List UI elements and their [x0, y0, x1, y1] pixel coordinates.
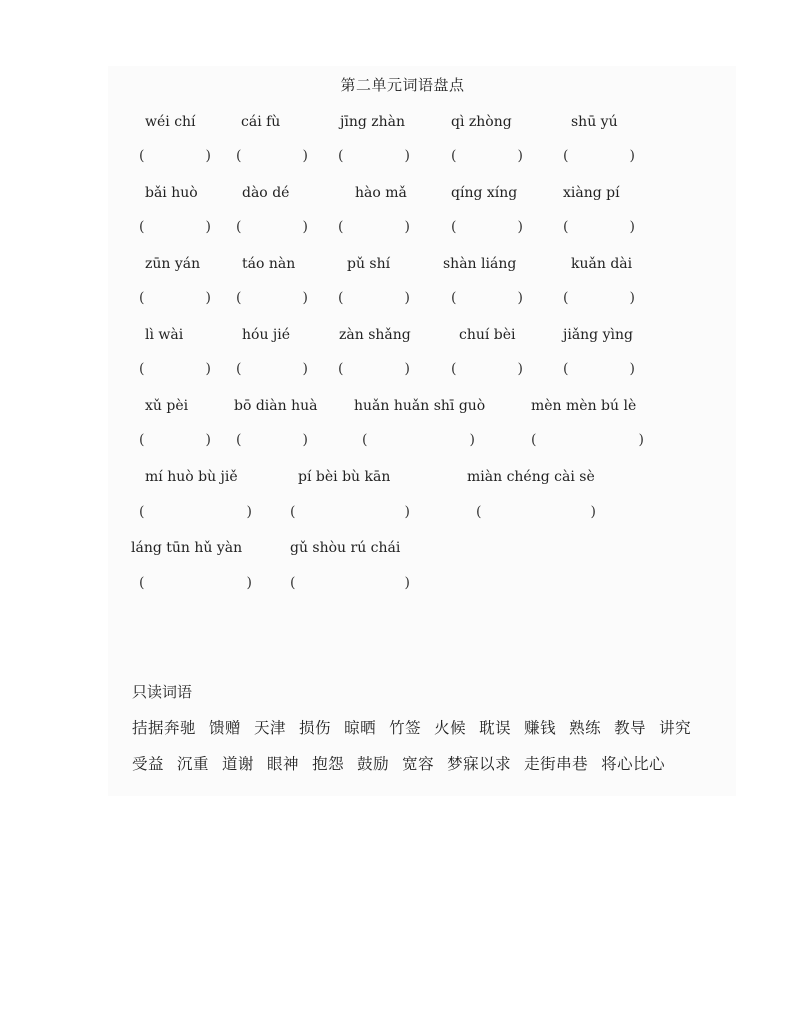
word: 熟练: [569, 719, 602, 737]
word: 走街串巷: [524, 755, 589, 773]
open-paren: (: [338, 148, 344, 164]
open-paren: (: [451, 290, 457, 306]
word: 沉重: [177, 755, 210, 773]
pinyin-word: mèn mèn bú lè: [531, 398, 637, 414]
pinyin-word: xǔ pèi: [145, 398, 189, 414]
pinyin-word: kuǎn dài: [571, 256, 633, 272]
pinyin-word: chuí bèi: [459, 327, 516, 343]
pinyin-word: jīng zhàn: [340, 114, 406, 130]
answer-blank[interactable]: [139, 218, 211, 236]
open-paren: (: [139, 432, 145, 448]
word: 教导: [614, 719, 647, 737]
open-paren: (: [563, 361, 569, 377]
open-paren: (: [236, 432, 242, 448]
open-paren: (: [338, 219, 344, 235]
page-title: 第二单元词语盘点: [340, 76, 465, 94]
close-paren: ): [205, 219, 211, 235]
pinyin-word: qì zhòng: [451, 114, 512, 130]
open-paren: (: [236, 148, 242, 164]
open-paren: (: [290, 504, 296, 520]
answer-blank[interactable]: [531, 431, 644, 449]
close-paren: ): [469, 432, 475, 448]
pinyin-word: huǎn huǎn shī guò: [354, 398, 486, 414]
answer-blank[interactable]: [236, 147, 308, 165]
word: 损伤: [299, 719, 332, 737]
pinyin-word: bō diàn huà: [234, 398, 318, 414]
answer-blank[interactable]: [236, 431, 308, 449]
answer-blank[interactable]: [139, 503, 252, 521]
close-paren: ): [404, 219, 410, 235]
close-paren: ): [302, 148, 308, 164]
answer-blank[interactable]: [563, 218, 635, 236]
answer-blank[interactable]: [362, 431, 475, 449]
pinyin-word: bǎi huò: [145, 185, 198, 201]
close-paren: ): [517, 148, 523, 164]
word: 鼓励: [357, 755, 390, 773]
close-paren: ): [246, 504, 252, 520]
answer-blank[interactable]: [451, 289, 523, 307]
close-paren: ): [629, 219, 635, 235]
close-paren: ): [404, 148, 410, 164]
close-paren: ): [590, 504, 596, 520]
pinyin-word: láng tūn hǔ yàn: [131, 540, 243, 556]
close-paren: ): [404, 575, 410, 591]
open-paren: (: [236, 219, 242, 235]
word: 赚钱: [524, 719, 557, 737]
answer-blank[interactable]: [476, 503, 596, 521]
close-paren: ): [629, 361, 635, 377]
open-paren: (: [338, 290, 344, 306]
pinyin-word: gǔ shòu rú chái: [290, 540, 401, 556]
pinyin-word: lì wài: [145, 327, 184, 343]
word: 晾晒: [344, 719, 377, 737]
read-only-word-line-2: [132, 752, 665, 774]
pinyin-word: shū yú: [571, 114, 618, 130]
close-paren: ): [629, 148, 635, 164]
pinyin-word: zūn yán: [145, 256, 201, 272]
answer-blank[interactable]: [139, 574, 252, 592]
close-paren: ): [404, 290, 410, 306]
close-paren: ): [638, 432, 644, 448]
read-only-heading: 只读词语: [132, 683, 193, 701]
word: 梦寐以求: [447, 755, 512, 773]
pinyin-word: dào dé: [242, 185, 290, 201]
open-paren: (: [139, 219, 145, 235]
open-paren: (: [451, 148, 457, 164]
close-paren: ): [629, 290, 635, 306]
word: 眼神: [267, 755, 300, 773]
open-paren: (: [451, 361, 457, 377]
close-paren: ): [517, 361, 523, 377]
pinyin-word: zàn shǎng: [339, 327, 411, 343]
open-paren: (: [139, 290, 145, 306]
word: 耽误: [479, 719, 512, 737]
close-paren: ): [302, 219, 308, 235]
open-paren: (: [139, 504, 145, 520]
pinyin-word: hóu jié: [242, 327, 291, 343]
pinyin-word: mí huò bù jiě: [145, 469, 238, 485]
open-paren: (: [451, 219, 457, 235]
pinyin-word: pí bèi bù kān: [298, 469, 391, 485]
answer-blank[interactable]: [338, 218, 410, 236]
answer-blank[interactable]: [338, 147, 410, 165]
close-paren: ): [205, 148, 211, 164]
pinyin-word: pǔ shí: [347, 256, 391, 272]
close-paren: ): [517, 290, 523, 306]
answer-blank[interactable]: [139, 431, 211, 449]
read-only-word-line-1: [132, 716, 691, 738]
answer-blank[interactable]: [451, 360, 523, 378]
open-paren: (: [139, 148, 145, 164]
open-paren: (: [476, 504, 482, 520]
answer-blank[interactable]: [563, 360, 635, 378]
close-paren: ): [302, 290, 308, 306]
open-paren: (: [236, 290, 242, 306]
pinyin-word: cái fù: [241, 114, 281, 130]
open-paren: (: [362, 432, 368, 448]
pinyin-word: xiàng pí: [563, 185, 620, 201]
answer-blank[interactable]: [139, 147, 211, 165]
word: 拮据奔驰: [132, 719, 197, 737]
word: 将心比心: [601, 755, 666, 773]
answer-blank[interactable]: [139, 360, 211, 378]
close-paren: ): [205, 290, 211, 306]
pinyin-word: jiǎng yìng: [563, 327, 633, 343]
word: 抱怨: [312, 755, 345, 773]
word: 天津: [254, 719, 287, 737]
pinyin-word: wéi chí: [145, 114, 196, 130]
open-paren: (: [236, 361, 242, 377]
close-paren: ): [517, 219, 523, 235]
close-paren: ): [302, 432, 308, 448]
close-paren: ): [205, 432, 211, 448]
open-paren: (: [563, 219, 569, 235]
answer-blank[interactable]: [139, 289, 211, 307]
word: 宽容: [402, 755, 435, 773]
close-paren: ): [404, 361, 410, 377]
answer-blank[interactable]: [451, 147, 523, 165]
open-paren: (: [531, 432, 537, 448]
pinyin-word: miàn chéng cài sè: [467, 469, 595, 485]
close-paren: ): [302, 361, 308, 377]
pinyin-word: hào mǎ: [355, 185, 407, 201]
open-paren: (: [338, 361, 344, 377]
pinyin-word: qíng xíng: [451, 185, 518, 201]
close-paren: ): [246, 575, 252, 591]
answer-blank[interactable]: [451, 218, 523, 236]
open-paren: (: [139, 361, 145, 377]
close-paren: ): [404, 504, 410, 520]
word: 道谢: [222, 755, 255, 773]
open-paren: (: [563, 290, 569, 306]
open-paren: (: [139, 575, 145, 591]
answer-blank[interactable]: [290, 503, 410, 521]
answer-blank[interactable]: [338, 289, 410, 307]
word: 受益: [132, 755, 165, 773]
word: 竹签: [389, 719, 422, 737]
word: 火候: [434, 719, 467, 737]
answer-blank[interactable]: [236, 218, 308, 236]
word: 馈赠: [209, 719, 242, 737]
answer-blank[interactable]: [236, 360, 308, 378]
close-paren: ): [205, 361, 211, 377]
open-paren: (: [563, 148, 569, 164]
open-paren: (: [290, 575, 296, 591]
word: 讲究: [659, 719, 692, 737]
answer-blank[interactable]: [563, 289, 635, 307]
answer-blank[interactable]: [338, 360, 410, 378]
pinyin-word: shàn liáng: [443, 256, 517, 272]
answer-blank[interactable]: [290, 574, 410, 592]
answer-blank[interactable]: [236, 289, 308, 307]
answer-blank[interactable]: [563, 147, 635, 165]
pinyin-word: táo nàn: [242, 256, 296, 272]
